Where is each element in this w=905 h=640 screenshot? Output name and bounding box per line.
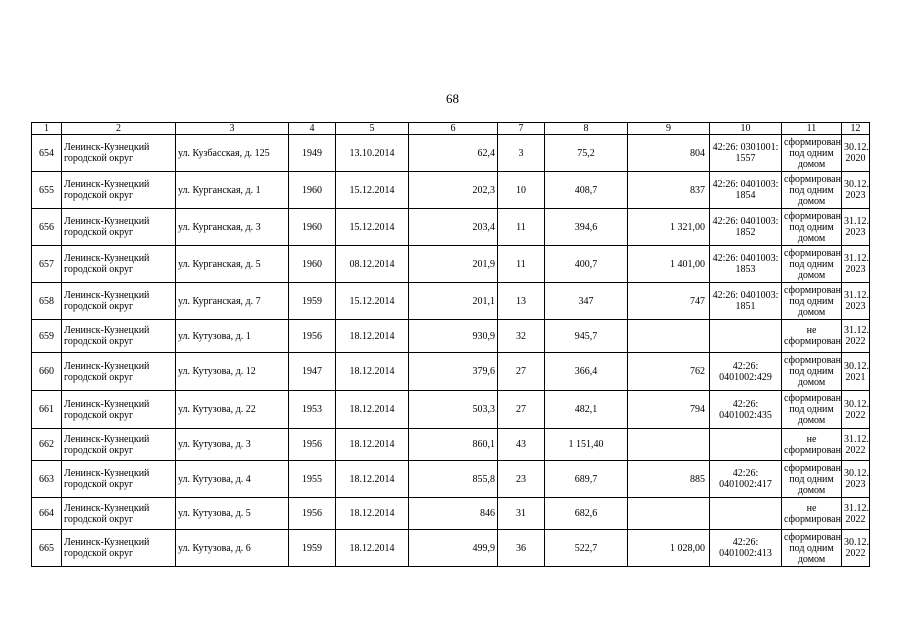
table-row (32, 429, 870, 461)
table-row (32, 391, 870, 429)
cell-number: 664 (32, 498, 62, 530)
column-header: 9 (628, 123, 710, 135)
cell-area-total: 1 151,40 (545, 429, 628, 461)
cell-address: ул. Кутузова, д. 6 (176, 530, 289, 567)
cell-municipality: Ленинск-Кузнецкий городской округ (62, 172, 176, 209)
cell-deadline: 31.12. 2023 (842, 246, 870, 283)
cell-cadastral: 42:26: 0401003: 1853 (710, 246, 782, 283)
column-header: 8 (545, 123, 628, 135)
cell-municipality: Ленинск-Кузнецкий городской округ (62, 498, 176, 530)
cell-deadline: 30.12. 2022 (842, 391, 870, 429)
cell-residents: 27 (498, 353, 545, 391)
cell-land-area: 885 (628, 461, 710, 498)
cell-year: 1960 (289, 209, 336, 246)
cell-deadline: 30.12. 2023 (842, 172, 870, 209)
cell-deadline: 30.12. 2023 (842, 461, 870, 498)
cell-residents: 13 (498, 283, 545, 320)
column-header: 1 (32, 123, 62, 135)
column-header: 2 (62, 123, 176, 135)
cell-number: 657 (32, 246, 62, 283)
cell-area: 860,1 (409, 429, 498, 461)
table-row (32, 353, 870, 391)
column-header: 6 (409, 123, 498, 135)
column-header: 3 (176, 123, 289, 135)
column-header: 10 (710, 123, 782, 135)
cell-cadastral: 42:26: 0401003: 1851 (710, 283, 782, 320)
cell-year: 1959 (289, 283, 336, 320)
cell-status: не сформирован (782, 498, 842, 530)
cell-number: 663 (32, 461, 62, 498)
cell-area-total: 482,1 (545, 391, 628, 429)
cell-area: 201,9 (409, 246, 498, 283)
cell-deadline: 31.12. 2023 (842, 209, 870, 246)
column-header: 5 (336, 123, 409, 135)
cell-cadastral: 42:26: 0401003: 1854 (710, 172, 782, 209)
cell-residents: 27 (498, 391, 545, 429)
cell-area: 379,6 (409, 353, 498, 391)
cell-date: 13.10.2014 (336, 135, 409, 172)
cell-land-area: 747 (628, 283, 710, 320)
cell-cadastral: 42:26: 0401002:417 (710, 461, 782, 498)
cell-area: 62,4 (409, 135, 498, 172)
cell-area-total: 394,6 (545, 209, 628, 246)
column-number-row (32, 123, 870, 135)
cell-land-area: 1 321,00 (628, 209, 710, 246)
cell-date: 18.12.2014 (336, 353, 409, 391)
cell-date: 18.12.2014 (336, 320, 409, 353)
table-row (32, 283, 870, 320)
cell-cadastral: 42:26: 0301001: 1557 (710, 135, 782, 172)
cell-residents: 36 (498, 530, 545, 567)
cell-area-total: 75,2 (545, 135, 628, 172)
cell-municipality: Ленинск-Кузнецкий городской округ (62, 461, 176, 498)
cell-municipality: Ленинск-Кузнецкий городской округ (62, 135, 176, 172)
cell-number: 661 (32, 391, 62, 429)
cell-residents: 23 (498, 461, 545, 498)
cell-status: сформирован под одним домом (782, 461, 842, 498)
cell-status: сформирован под одним домом (782, 209, 842, 246)
cell-deadline: 31.12. 2023 (842, 283, 870, 320)
table-row (32, 246, 870, 283)
cell-address: ул. Курганская, д. 1 (176, 172, 289, 209)
cell-number: 659 (32, 320, 62, 353)
cell-area: 855,8 (409, 461, 498, 498)
table-row (32, 320, 870, 353)
cell-number: 665 (32, 530, 62, 567)
cell-date: 18.12.2014 (336, 391, 409, 429)
column-header: 12 (842, 123, 870, 135)
cell-land-area: 804 (628, 135, 710, 172)
cell-area-total: 945,7 (545, 320, 628, 353)
cell-deadline: 30.12. 2022 (842, 530, 870, 567)
cell-area-total: 400,7 (545, 246, 628, 283)
table-row (32, 209, 870, 246)
table-row (32, 135, 870, 172)
page-number: 68 (446, 91, 459, 106)
cell-area-total: 366,4 (545, 353, 628, 391)
cell-cadastral (710, 320, 782, 353)
cell-status: не сформирован (782, 320, 842, 353)
cell-year: 1960 (289, 246, 336, 283)
cell-address: ул. Курганская, д. 3 (176, 209, 289, 246)
table-header (32, 123, 870, 135)
cell-date: 08.12.2014 (336, 246, 409, 283)
cell-year: 1956 (289, 320, 336, 353)
cell-year: 1960 (289, 172, 336, 209)
cell-area: 503,3 (409, 391, 498, 429)
cell-municipality: Ленинск-Кузнецкий городской округ (62, 429, 176, 461)
cell-date: 15.12.2014 (336, 172, 409, 209)
cell-year: 1956 (289, 429, 336, 461)
cell-residents: 32 (498, 320, 545, 353)
cell-area: 202,3 (409, 172, 498, 209)
cell-cadastral: 42:26: 0401002:435 (710, 391, 782, 429)
cell-land-area (628, 498, 710, 530)
cell-deadline: 31.12. 2022 (842, 320, 870, 353)
column-header: 11 (782, 123, 842, 135)
column-header: 7 (498, 123, 545, 135)
cell-cadastral (710, 498, 782, 530)
cell-date: 18.12.2014 (336, 530, 409, 567)
cell-land-area: 1 028,00 (628, 530, 710, 567)
cell-address: ул. Кутузова, д. 22 (176, 391, 289, 429)
cell-number: 662 (32, 429, 62, 461)
table-row (32, 461, 870, 498)
cell-area: 499,9 (409, 530, 498, 567)
cell-land-area: 794 (628, 391, 710, 429)
cell-residents: 10 (498, 172, 545, 209)
cell-address: ул. Курганская, д. 7 (176, 283, 289, 320)
cell-status: не сформирован (782, 429, 842, 461)
column-header: 4 (289, 123, 336, 135)
cell-status: сформирован под одним домом (782, 353, 842, 391)
cell-address: ул. Курганская, д. 5 (176, 246, 289, 283)
cell-residents: 11 (498, 209, 545, 246)
cell-number: 656 (32, 209, 62, 246)
cell-cadastral: 42:26: 0401002:413 (710, 530, 782, 567)
cell-land-area: 762 (628, 353, 710, 391)
housing-registry-table (31, 122, 870, 567)
cell-area: 846 (409, 498, 498, 530)
cell-date: 18.12.2014 (336, 429, 409, 461)
cell-year: 1953 (289, 391, 336, 429)
cell-deadline: 31.12. 2022 (842, 498, 870, 530)
cell-municipality: Ленинск-Кузнецкий городской округ (62, 209, 176, 246)
cell-cadastral: 42:26: 0401002:429 (710, 353, 782, 391)
cell-area-total: 682,6 (545, 498, 628, 530)
cell-status: сформирован под одним домом (782, 530, 842, 567)
table-row (32, 172, 870, 209)
cell-year: 1956 (289, 498, 336, 530)
cell-address: ул. Кутузова, д. 4 (176, 461, 289, 498)
cell-land-area: 1 401,00 (628, 246, 710, 283)
cell-area: 203,4 (409, 209, 498, 246)
cell-deadline: 31.12. 2022 (842, 429, 870, 461)
cell-status: сформирован под одним домом (782, 135, 842, 172)
cell-address: ул. Кутузова, д. 1 (176, 320, 289, 353)
cell-deadline: 30.12. 2020 (842, 135, 870, 172)
cell-number: 654 (32, 135, 62, 172)
cell-municipality: Ленинск-Кузнецкий городской округ (62, 353, 176, 391)
cell-status: сформирован под одним домом (782, 283, 842, 320)
cell-municipality: Ленинск-Кузнецкий городской округ (62, 530, 176, 567)
cell-address: ул. Кутузова, д. 5 (176, 498, 289, 530)
cell-municipality: Ленинск-Кузнецкий городской округ (62, 391, 176, 429)
cell-date: 18.12.2014 (336, 498, 409, 530)
cell-number: 660 (32, 353, 62, 391)
cell-date: 15.12.2014 (336, 283, 409, 320)
cell-residents: 43 (498, 429, 545, 461)
cell-area-total: 522,7 (545, 530, 628, 567)
cell-land-area (628, 320, 710, 353)
cell-year: 1959 (289, 530, 336, 567)
cell-address: ул. Кутузова, д. 3 (176, 429, 289, 461)
cell-status: сформирован под одним домом (782, 172, 842, 209)
cell-year: 1949 (289, 135, 336, 172)
cell-land-area: 837 (628, 172, 710, 209)
cell-land-area (628, 429, 710, 461)
cell-year: 1955 (289, 461, 336, 498)
cell-status: сформирован под одним домом (782, 246, 842, 283)
cell-status: сформирован под одним домом (782, 391, 842, 429)
cell-cadastral (710, 429, 782, 461)
cell-deadline: 30.12. 2021 (842, 353, 870, 391)
cell-municipality: Ленинск-Кузнецкий городской округ (62, 246, 176, 283)
cell-area-total: 689,7 (545, 461, 628, 498)
cell-year: 1947 (289, 353, 336, 391)
cell-residents: 11 (498, 246, 545, 283)
cell-area: 930,9 (409, 320, 498, 353)
cell-cadastral: 42:26: 0401003: 1852 (710, 209, 782, 246)
cell-area-total: 347 (545, 283, 628, 320)
cell-number: 655 (32, 172, 62, 209)
table-row (32, 498, 870, 530)
cell-address: ул. Кузбасская, д. 125 (176, 135, 289, 172)
cell-number: 658 (32, 283, 62, 320)
cell-date: 18.12.2014 (336, 461, 409, 498)
cell-address: ул. Кутузова, д. 12 (176, 353, 289, 391)
cell-residents: 3 (498, 135, 545, 172)
cell-municipality: Ленинск-Кузнецкий городской округ (62, 320, 176, 353)
cell-municipality: Ленинск-Кузнецкий городской округ (62, 283, 176, 320)
cell-residents: 31 (498, 498, 545, 530)
cell-area-total: 408,7 (545, 172, 628, 209)
table-body (32, 135, 870, 567)
cell-date: 15.12.2014 (336, 209, 409, 246)
cell-area: 201,1 (409, 283, 498, 320)
table-row (32, 530, 870, 567)
